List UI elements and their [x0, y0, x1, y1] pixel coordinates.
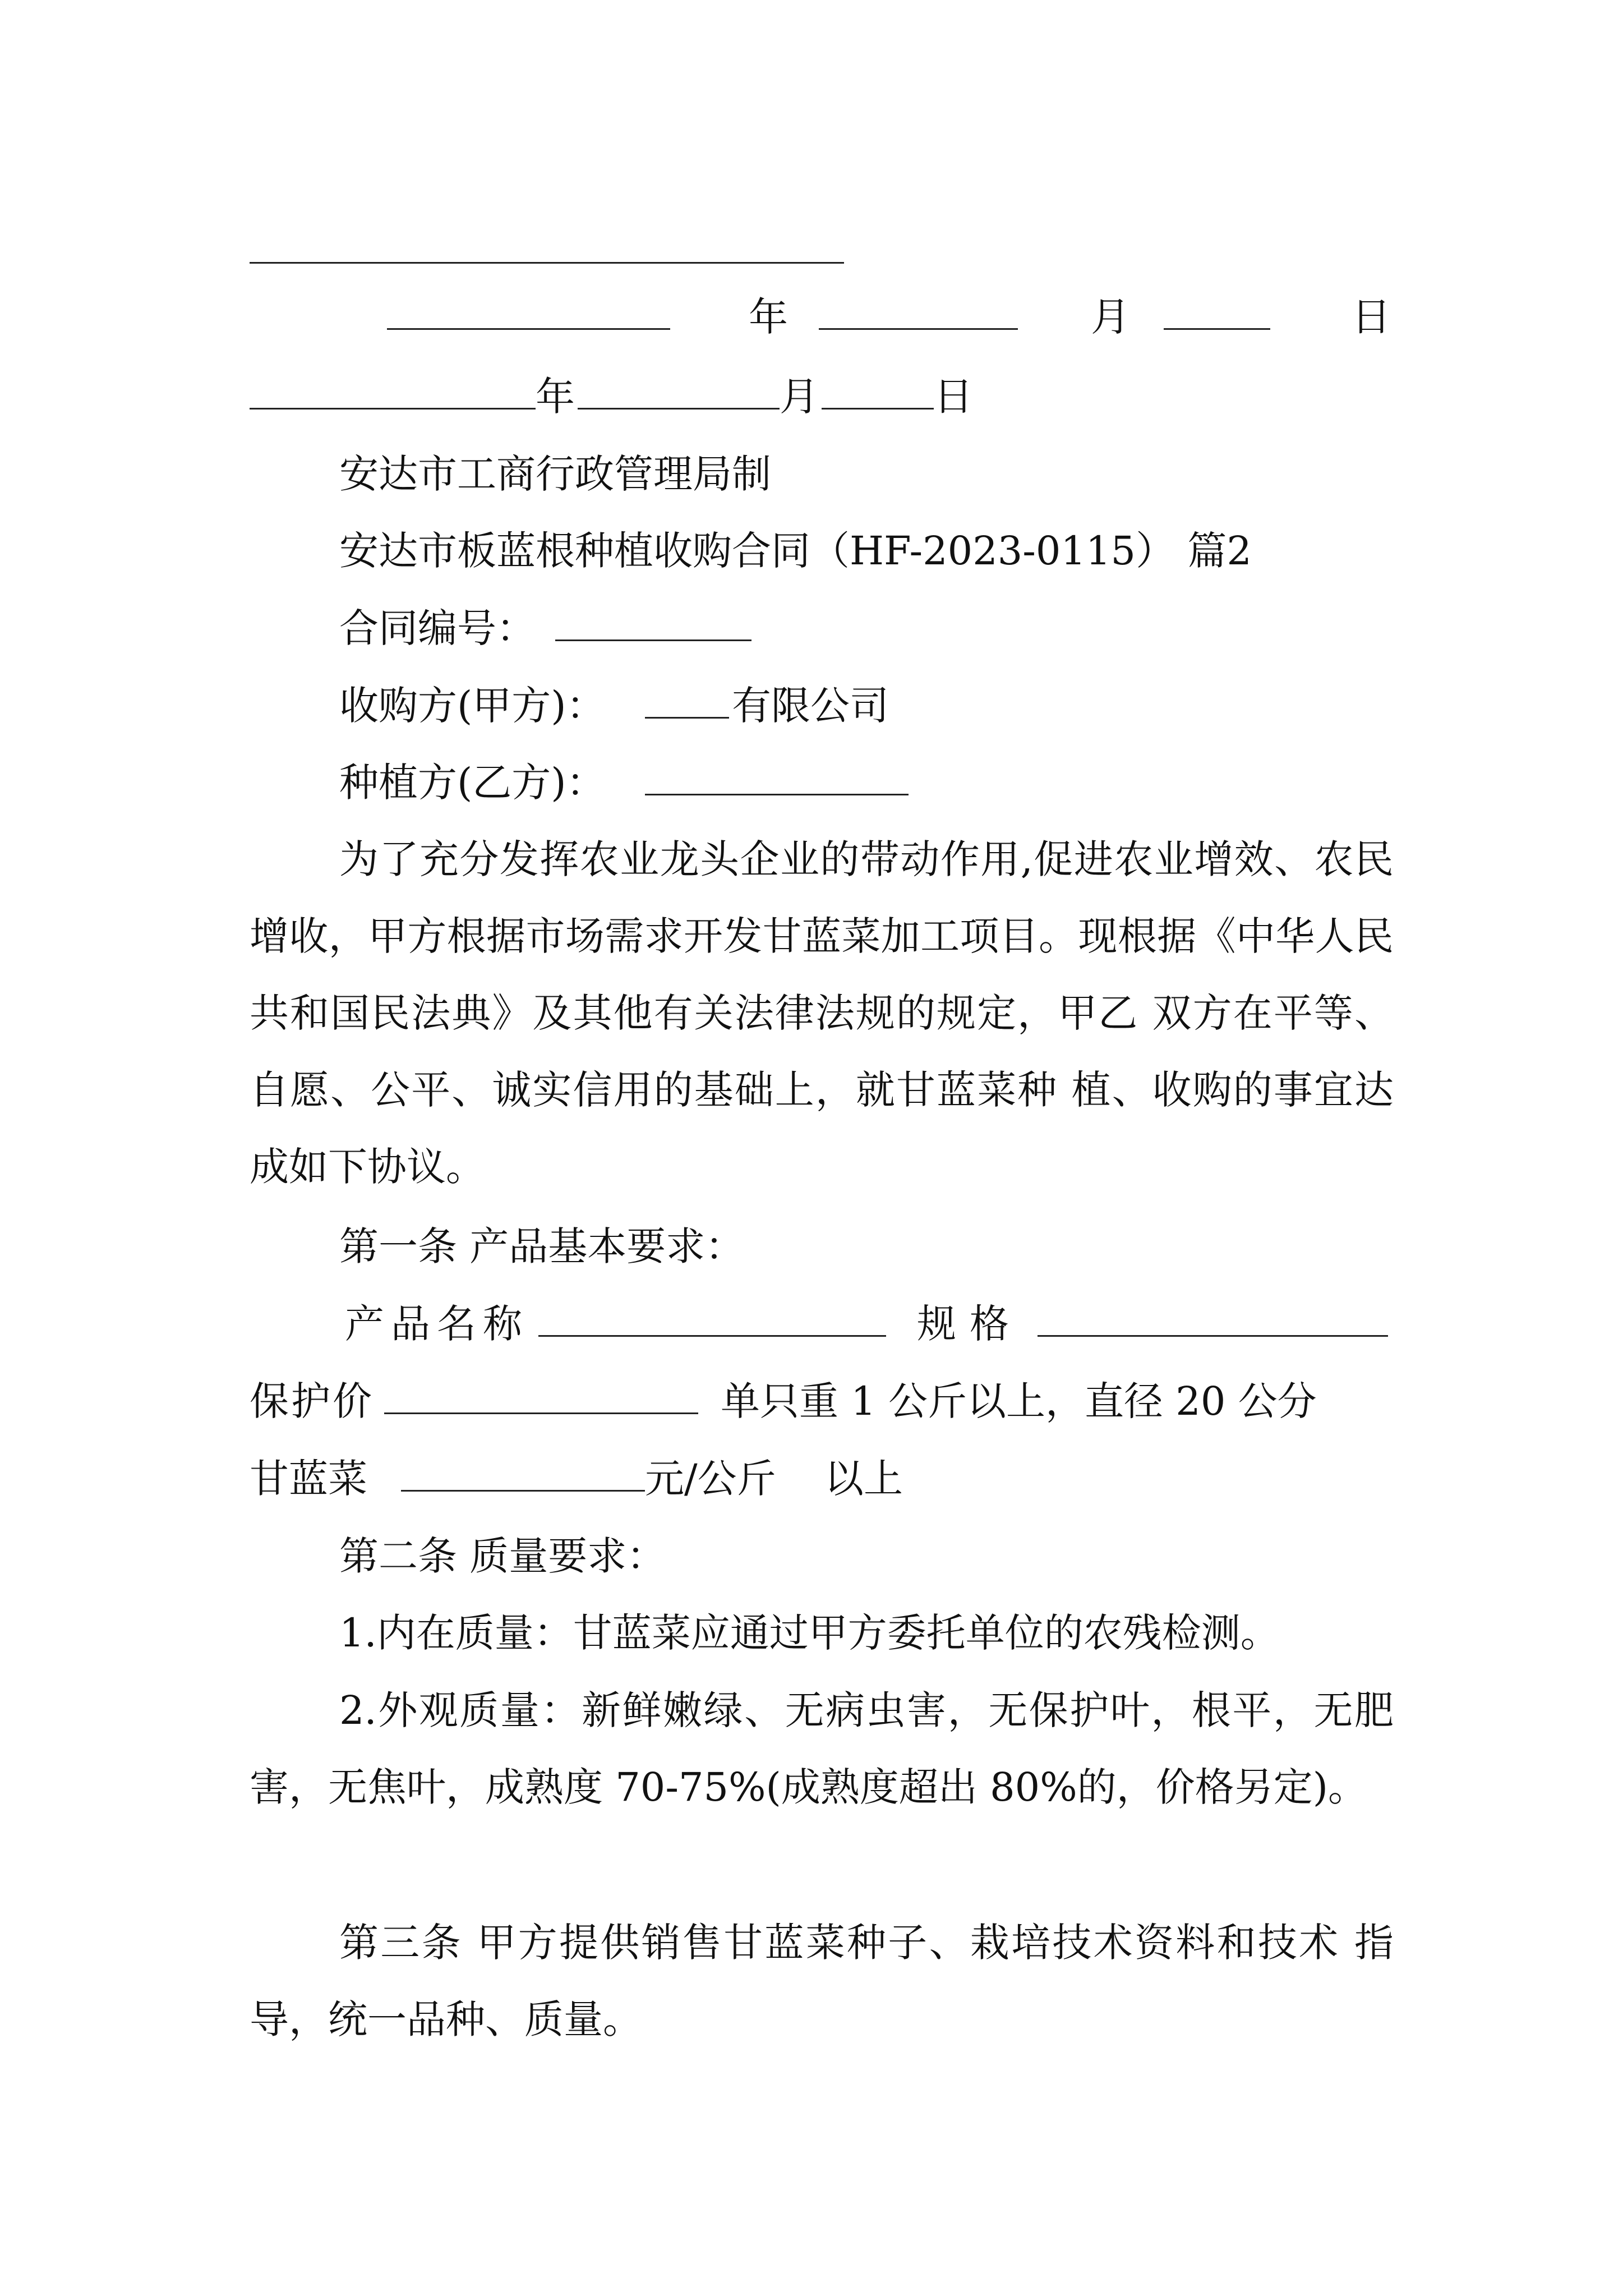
product-name-blank[interactable] [538, 1335, 886, 1337]
product-row-3 [0, 1451, 1623, 1507]
product-row-2 [0, 1373, 1623, 1429]
day-blank[interactable] [822, 408, 934, 409]
unit-price: 元/公斤 [645, 1456, 776, 1502]
day-label: 日 [934, 374, 973, 420]
issuer: 安达市工商行政管理局制 [339, 451, 771, 497]
spec-blank[interactable] [1038, 1335, 1388, 1337]
price-blank[interactable] [384, 1412, 698, 1414]
article-1-title-line [0, 1218, 1623, 1274]
product-name-label: 产品名称 [345, 1301, 529, 1347]
year-blank[interactable] [250, 408, 536, 409]
date-row-1 [0, 289, 1623, 345]
party-a-blank[interactable] [645, 717, 729, 719]
month-label: 月 [1091, 294, 1130, 340]
party-a-suffix: 有限公司 [732, 683, 889, 729]
day-label: 日 [1352, 294, 1391, 340]
spec-label: 规格 [917, 1301, 1022, 1347]
party-b-line [0, 754, 1623, 811]
article-3: 第三条 甲方提供销售甘蓝菜种子、栽培技术资料和技术 指导，统一品种、质量。 [250, 1920, 1394, 2042]
article-2-title: 第二条 质量要求： [339, 1533, 666, 1579]
intro-paragraph: 为了充分发挥农业龙头企业的带动作用,促进农业增效、农民增收，甲方根据市场需求开发甘蓝菜加工项目。现根据《中华人民共和国民法典》及其他有关法律法规的规定，甲乙 双方在平等、自愿、公平、诚实信用的基础上，就甘蓝菜种 植、收购的事宜达成如下协议。 [250, 836, 1394, 1190]
issuer-line [0, 446, 1623, 502]
weight-text: 单只重 1 公斤以上，直径 20 公分 [721, 1378, 1317, 1424]
price-label: 保护价 [250, 1378, 374, 1424]
month-blank[interactable] [578, 408, 780, 409]
quality-item-1: 1.内在质量：甘蓝菜应通过甲方委托单位的农残检测。 [339, 1610, 1280, 1656]
party-b-blank[interactable] [645, 794, 909, 795]
month-label: 月 [780, 374, 819, 420]
year-blank[interactable] [387, 328, 670, 330]
article-2-title-line [0, 1528, 1623, 1584]
date-row-2 [0, 369, 1623, 425]
product-item: 甘蓝菜 [250, 1456, 367, 1502]
product-row-1 [0, 1296, 1623, 1352]
contract-number-label: 合同编号： [339, 605, 536, 651]
above-text: 以上 [824, 1456, 903, 1502]
contract-title: 安达市板蓝根种植收购合同（HF-2023-0115） 篇2 [339, 528, 1252, 574]
article-1-title: 第一条 产品基本要求： [339, 1223, 745, 1269]
party-a-label: 收购方(甲方)： [339, 683, 606, 729]
unit-price-blank[interactable] [401, 1490, 645, 1492]
title-line [0, 523, 1623, 579]
contract-number-line [0, 600, 1623, 656]
party-b-label: 种植方(乙方)： [339, 760, 606, 806]
contract-number-blank[interactable] [555, 639, 751, 641]
top-signature-line [250, 262, 844, 264]
quality-item-2: 2.外观质量：新鲜嫩绿、无病虫害，无保护叶，根平，无肥害，无焦叶，成熟度 70-75%(成熟度超出 80%的，价格另定)。 [250, 1687, 1394, 1810]
day-blank[interactable] [1164, 328, 1270, 330]
year-label: 年 [536, 374, 575, 420]
year-label: 年 [749, 294, 788, 340]
party-a-line [0, 678, 1623, 734]
month-blank[interactable] [819, 328, 1018, 330]
